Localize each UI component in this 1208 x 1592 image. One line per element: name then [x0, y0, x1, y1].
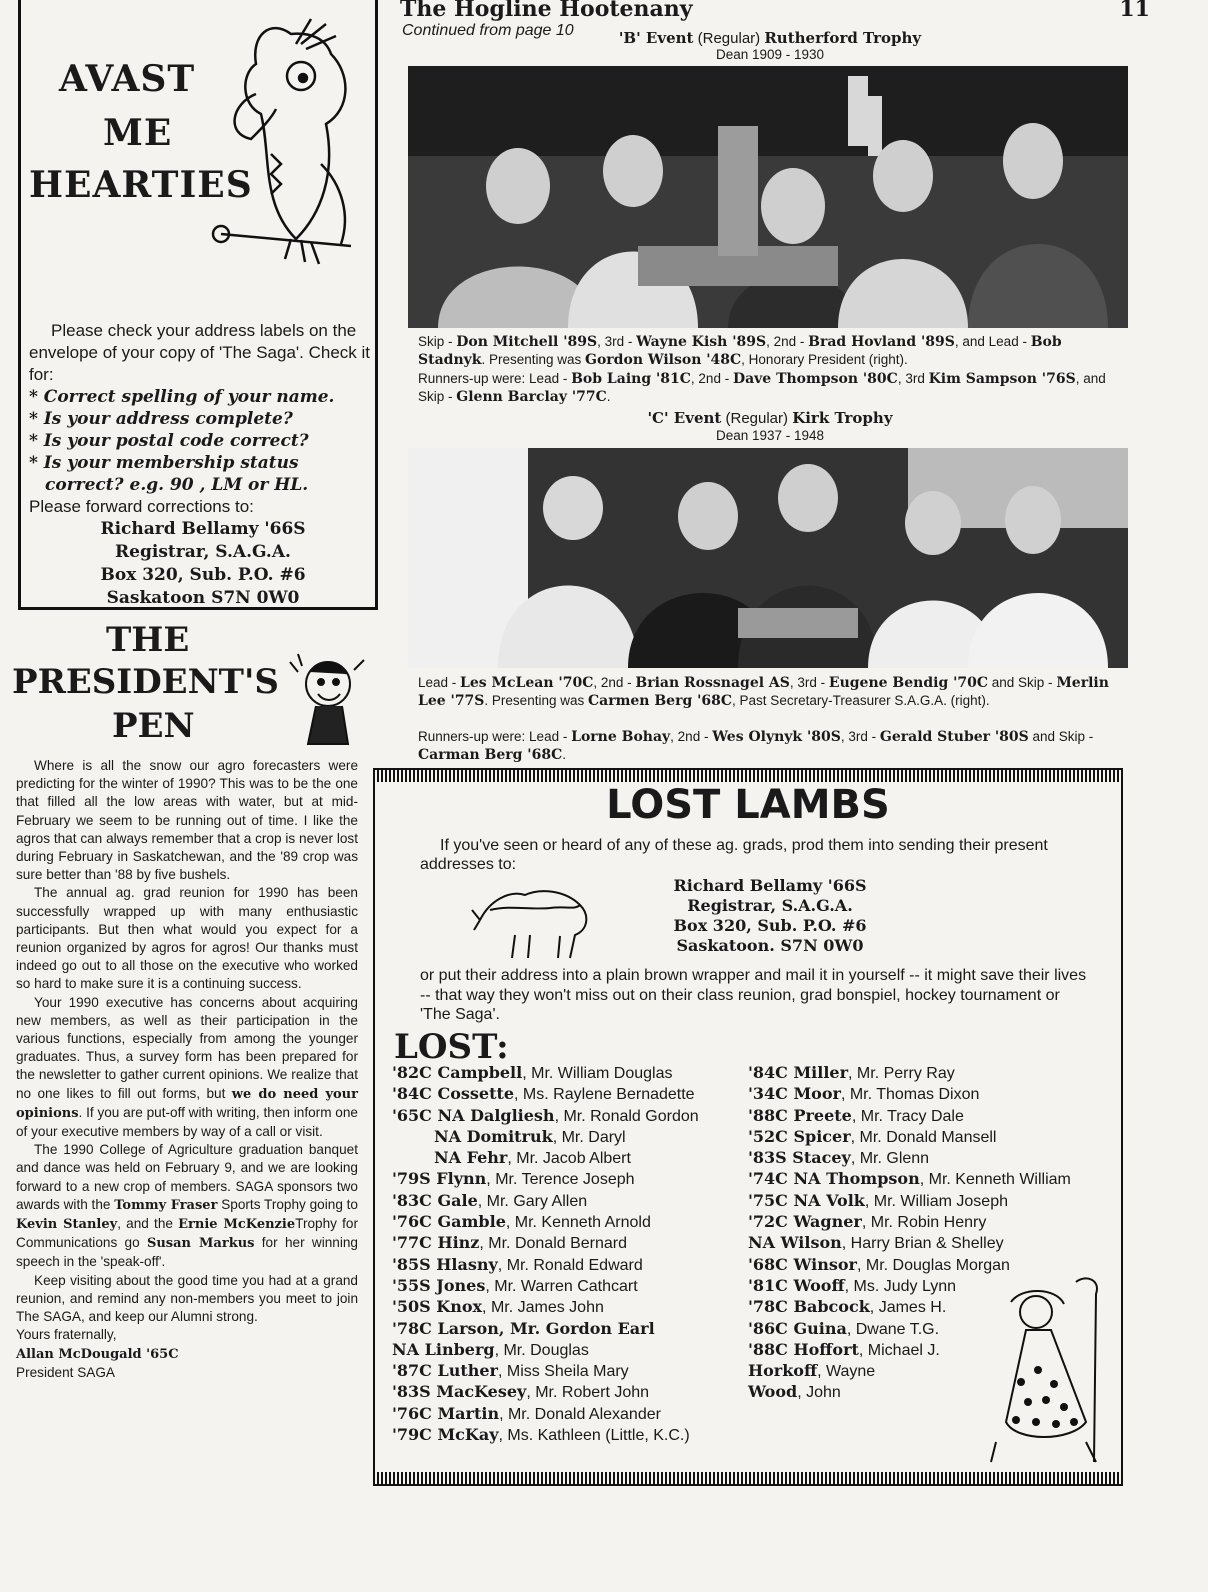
lost-entry-detail: , Mr. William Douglas	[522, 1065, 673, 1082]
event-c-title	[410, 410, 1130, 427]
person-name: Brian Rossnagel AS	[635, 675, 790, 691]
event-b-dean: Dean 1909 - 1930	[715, 47, 825, 62]
lost-entry-detail: , Wayne	[817, 1363, 876, 1381]
lost-entry	[392, 1255, 699, 1276]
event-c-dean: Dean 1937 - 1948	[715, 428, 825, 443]
lost-entry-detail: , Ms. Kathleen (Little, K.C.)	[498, 1427, 690, 1445]
pres-para-3a: Your 1990 executive has concerns about acquiring new members, as well as their participation in the various functions, especially from among the younger graduates. Thus, a survey form has been prepared for the newsletter to gather current opinions. We realize that no one likes to fill out forms, but	[16, 994, 358, 1101]
check-membership: * Is your membership status	[29, 453, 299, 473]
lost-entry-name: '84C Cossette	[392, 1084, 515, 1104]
lost-entry-detail: , Mr. Tracy Dale	[851, 1107, 964, 1125]
pres-para-4g: Trophy for Communications go	[16, 1216, 358, 1251]
lost-entry-name: '34C Moor	[748, 1084, 841, 1104]
check-address: * Is your address complete?	[29, 409, 293, 429]
lambs-more-text: or put their address into a plain brown wrapper and mail it in yourself -- it might save their lives -- that way they won't miss out on their class reunion, grad bonspiel, hockey tournament or 'The Saga'.	[420, 967, 1087, 1023]
pres-signer: Allan McDougald '65C	[16, 1346, 179, 1362]
caption-text: , and Lead -	[954, 334, 1031, 349]
caption-text: , 2nd -	[766, 334, 809, 349]
person-name: Wayne Kish '89S	[636, 334, 767, 350]
check-postal: * Is your postal code correct?	[29, 431, 309, 451]
caption-text: and Skip -	[988, 675, 1057, 690]
lost-lambs-title: LOST LAMBS	[606, 782, 890, 828]
lost-entry	[392, 1233, 699, 1254]
caption-text: , Past Secretary-Treasurer S.A.G.A. (right).	[732, 693, 990, 708]
lost-entry-detail: , Mr. Perry Ray	[848, 1065, 955, 1082]
caption-text: . Presenting was	[481, 352, 586, 367]
address-check-intro: Please check your address labels on the envelope of your copy of 'The Saga'. Check it for:	[29, 321, 371, 384]
lost-entry	[392, 1319, 699, 1340]
lost-entry	[392, 1084, 699, 1105]
lost-entry-name: '77C Hinz	[392, 1233, 480, 1253]
forward-note: Please forward corrections to:	[29, 497, 254, 516]
caption-text: , 3rd -	[789, 675, 829, 690]
person-name: Wes Olynyk '80S	[712, 729, 841, 745]
caption-text: .	[606, 389, 611, 404]
registrar-box: Box 320, Sub. P.O. #6	[100, 565, 306, 585]
lost-entry-name: '74C NA Thompson	[748, 1169, 920, 1189]
check-membership-cont: correct? e.g. 90 , LM or HL.	[45, 475, 309, 495]
lost-entry-detail: , Mr. Glenn	[850, 1150, 930, 1168]
registrar-title: Registrar, S.A.G.A.	[115, 542, 291, 562]
lost-entry-name: '82C Campbell	[392, 1063, 523, 1082]
lost-entry	[748, 1063, 1071, 1084]
lost-entry	[748, 1084, 1071, 1105]
lost-entry-name: '84C Miller	[748, 1063, 849, 1082]
pres-signer-title: President SAGA	[16, 1364, 115, 1380]
lost-lambs-intro-text: If you've seen or heard of any of these ag. grads, prod them into sending their present addresses to:	[420, 837, 1048, 873]
bo-peep-illustration	[976, 1272, 1114, 1464]
lost-entry	[392, 1276, 699, 1297]
person-name: Lorne Bohay	[571, 729, 671, 745]
lost-entry	[392, 1425, 699, 1446]
event-c-regular: (Regular)	[721, 410, 793, 427]
page-number: 11	[1119, 0, 1150, 22]
person-name: Eugene Bendig '70C	[828, 675, 989, 691]
lost-entry-name: '65C NA Dalgliesh	[392, 1105, 555, 1125]
person-name: Don Mitchell '89S	[456, 334, 598, 350]
pres-para-4i: for her winning speech in the 'speak-off'.	[16, 1235, 358, 1270]
person-name: Les McLean '70C	[460, 675, 594, 691]
pres-para-4a: The 1990 College of Agriculture graduation banquet and dance was held on February 9, and we are looking forward to a new crop of members. SAGA sponsors two awards with the	[16, 1142, 358, 1212]
event-b-photo	[408, 66, 1128, 328]
lost-entry-detail: , Michael J.	[858, 1341, 940, 1359]
president-cartoon	[288, 652, 370, 752]
lost-entry-detail: , James H.	[869, 1299, 947, 1317]
lost-entry-detail: , Ms. Raylene Bernadette	[514, 1086, 695, 1104]
lost-entry-detail: , Mr. Kenneth Arnold	[505, 1214, 651, 1232]
caption-text: Runners-up were: Lead -	[418, 371, 572, 386]
event-b-title	[410, 30, 1130, 47]
pres-para-4c: Sports Trophy going to	[217, 1196, 358, 1212]
event-c-trophy: Kirk Trophy	[792, 409, 893, 427]
winner-susan-markus: Susan Markus	[146, 1236, 255, 1252]
event-b-regular: (Regular)	[693, 30, 765, 47]
lost-entry-name: '86C Guina	[748, 1318, 847, 1338]
lost-entry-name: '79S Flynn	[392, 1169, 487, 1189]
lost-entry-name: '83C Gale	[392, 1190, 478, 1210]
lambs-address	[620, 876, 920, 956]
lost-entry-detail: , Mr. Ronald Gordon	[554, 1107, 699, 1125]
lost-entry	[748, 1169, 1071, 1190]
lost-entry-name: '79C McKay	[392, 1425, 499, 1445]
sheep-illustration	[470, 880, 600, 960]
lost-entry-name: NA Domitruk	[434, 1126, 553, 1146]
caption-text: , Honorary President (right).	[741, 352, 908, 367]
lost-entry	[748, 1233, 1071, 1254]
lost-entry-detail: , Mr. Robert John	[526, 1384, 650, 1402]
lost-entry	[748, 1212, 1071, 1233]
address-check-text	[29, 320, 377, 610]
lost-entry-detail: , Mr. Douglas	[494, 1341, 589, 1359]
pres-closing: Yours fraternally,	[16, 1327, 117, 1343]
lambs-bottom-border	[373, 1472, 1123, 1484]
caption-text: , 2nd -	[690, 371, 733, 386]
lost-entry-detail: , Miss Sheila Mary	[497, 1363, 629, 1381]
lost-entry-detail: , Mr. Douglas Morgan	[856, 1256, 1010, 1274]
event-c-label: 'C' Event	[647, 409, 722, 427]
caption-text: . Presenting was	[484, 693, 588, 708]
person-name: Bob Stadnyk	[418, 334, 1062, 368]
newsletter-title: The Hogline Hootenany	[400, 0, 693, 22]
person-name: Glenn Barclay '77C	[456, 389, 607, 405]
lost-entry-name: '55S Jones	[392, 1275, 486, 1295]
caption-text: and Skip -	[1028, 729, 1094, 744]
event-b-label: 'B' Event	[618, 29, 694, 47]
event-b-runners	[418, 370, 1118, 406]
lost-entry-detail: , Mr. Jacob Albert	[507, 1150, 631, 1168]
lost-lambs-intro	[420, 836, 1090, 874]
avast-word: AVAST	[59, 58, 196, 100]
caption-text: , and Skip -	[418, 371, 1106, 404]
lambs-address-title: Registrar, S.A.G.A.	[687, 896, 853, 915]
lost-entry-detail: , Mr. Donald Alexander	[499, 1405, 661, 1423]
lost-entry	[392, 1212, 699, 1233]
lost-entry-name: '76C Gamble	[392, 1212, 506, 1232]
pres-para-3	[16, 994, 358, 1142]
lost-entry-detail: , Mr. Kenneth William	[919, 1171, 1071, 1189]
person-name: Merlin Lee '77S	[418, 675, 1109, 709]
lost-entry-name: '68C Winsor	[748, 1254, 857, 1274]
caption-text: Lead -	[418, 675, 461, 690]
lost-entry-detail: , John	[797, 1384, 841, 1402]
person-name: Bob Laing '81C	[571, 371, 691, 387]
lost-heading: LOST:	[394, 1027, 509, 1067]
lost-entry-name: Horkoff	[748, 1361, 818, 1381]
president-message	[16, 757, 358, 1382]
pres-para-2: The annual ag. grad reunion for 1990 has been successfully wrapped up with many enthusiastic participants. But then what would you expect for a reunion organized by agros for agros! Our thanks must indeed go out to all those on the executive who worked so hard to make sure it is a continuing success.	[16, 885, 358, 992]
person-name: Carman Berg '68C	[418, 747, 563, 763]
pres-para-5: Keep visiting about the good time you had at a grand reunion, and remind any non-members you meet to join The SAGA, and keep our Alumni strong.	[16, 1272, 358, 1325]
pres-para-1: Where is all the snow our agro forecasters were predicting for the winter of 1990? This was to be the one that filled all the low areas with water, but at mid-February we seem to be running out of time. I like the agros that can always remember that a crop is never lost during February in Saskatchewan, and the '89 crop was sure better than '88 by five bushels.	[16, 758, 358, 883]
lost-entry	[748, 1191, 1071, 1212]
lost-entry	[392, 1340, 699, 1361]
lost-entry-detail: , Dwane T.G.	[846, 1320, 940, 1338]
lost-entry-detail: , Mr. Warren Cathcart	[485, 1277, 638, 1295]
lost-entry-detail: , Mr. James John	[482, 1299, 604, 1317]
award-tommy-fraser: Tommy Fraser	[114, 1197, 218, 1213]
lost-entry-detail: , Mr. William Joseph	[864, 1192, 1008, 1210]
lost-entry-name: '88C Preete	[748, 1105, 852, 1125]
lost-entry	[392, 1169, 699, 1190]
lost-entry	[392, 1297, 699, 1318]
lost-entry	[392, 1106, 699, 1127]
lost-entry-name: '72C Wagner	[748, 1212, 862, 1232]
lost-entry-name: '83S MacKesey	[392, 1382, 527, 1402]
parrot-illustration	[201, 14, 376, 279]
caption-text: .	[562, 747, 566, 762]
hearties-word: HEARTIES	[29, 164, 253, 206]
lost-entry-name: NA Fehr	[434, 1148, 508, 1168]
lambs-address-name: Richard Bellamy '66S	[673, 876, 867, 895]
caption-text: Runners-up were: Lead -	[418, 729, 572, 744]
me-word: ME	[103, 112, 173, 154]
caption-text: , 2nd -	[593, 675, 636, 690]
pres-para-4e: , and the	[117, 1216, 179, 1232]
lost-entry	[392, 1382, 699, 1403]
lost-entry-detail: , Harry Brian & Shelley	[841, 1235, 1004, 1253]
lost-entry	[392, 1127, 699, 1148]
pres-para-3c: . If you are put-off with writing, then inform one of your executive members by way of a call or visit.	[16, 1104, 358, 1140]
pres-title-pen: PEN	[112, 706, 195, 746]
lost-entry-detail: , Mr. Ronald Edward	[497, 1256, 643, 1274]
lost-entry-detail: , Mr. Donald Mansell	[850, 1128, 997, 1146]
lost-entry-name: '50S Knox	[392, 1297, 483, 1317]
registrar-city: Saskatoon S7N 0W0	[106, 588, 300, 608]
address-check-box	[18, 0, 378, 610]
person-name: Gordon Wilson '48C	[585, 352, 742, 368]
lost-entry	[392, 1404, 699, 1425]
lost-entry-name: '85S Hlasny	[392, 1254, 498, 1274]
lost-entry-name: NA Wilson	[748, 1233, 842, 1253]
lost-entry-name: NA Linberg	[392, 1339, 495, 1359]
caption-text: Skip -	[418, 334, 457, 349]
event-b-caption	[418, 333, 1118, 369]
check-spelling: * Correct spelling of your name.	[29, 387, 335, 407]
caption-text: , 3rd -	[597, 334, 637, 349]
lost-entry-detail: , Mr. Daryl	[552, 1128, 626, 1146]
person-name: Dave Thompson '80C	[732, 371, 898, 387]
lost-entry-detail: , Mr. Donald Bernard	[479, 1235, 628, 1253]
lost-entry-name: '81C Wooff	[748, 1275, 845, 1295]
lost-entry-name: '88C Hoffort	[748, 1339, 859, 1359]
lost-entry-name: '78C Babcock	[748, 1297, 870, 1317]
lost-entry-detail: , Mr. Thomas Dixon	[840, 1086, 980, 1104]
caption-text: , 2nd -	[670, 729, 713, 744]
person-name: Gerald Stuber '80S	[879, 729, 1029, 745]
caption-text: , 3rd -	[840, 729, 880, 744]
lost-entry	[392, 1063, 699, 1084]
pres-emphasis: we do need your opinions	[16, 1086, 358, 1121]
lost-entry-detail: , Mr. Gary Allen	[477, 1192, 588, 1210]
pres-title-the: THE	[106, 620, 190, 660]
winner-kevin-stanley: Kevin Stanley	[16, 1217, 118, 1233]
lost-entry-name: '75C NA Volk	[748, 1190, 865, 1210]
lost-entry-detail: , Ms. Judy Lynn	[844, 1277, 957, 1295]
person-name: Kim Sampson '76S	[928, 371, 1076, 387]
lost-entry	[748, 1127, 1071, 1148]
lost-entry	[748, 1148, 1071, 1169]
lost-entry-name: '76C Martin	[392, 1403, 500, 1423]
award-ernie-mckenzie: Ernie McKenzie	[178, 1217, 296, 1233]
event-c-photo	[408, 448, 1128, 668]
lost-entry-name: '87C Luther	[392, 1361, 498, 1381]
person-name: Carmen Berg '68C	[587, 693, 733, 709]
person-name: Brad Hovland '89S	[808, 334, 955, 350]
lost-list-col-1	[392, 1063, 699, 1446]
lambs-address-city: Saskatoon. S7N 0W0	[676, 936, 864, 955]
pres-title-presidents: PRESIDENT'S	[12, 662, 279, 702]
caption-text: , 3rd	[897, 371, 929, 386]
lost-entry-detail: , Mr. Robin Henry	[861, 1214, 987, 1232]
lost-entry	[392, 1148, 699, 1169]
pres-signer-line	[16, 1345, 358, 1364]
lost-entry-name: '83S Stacey	[748, 1148, 851, 1168]
pres-para-4	[16, 1141, 358, 1271]
lost-entry-name: '52C Spicer	[748, 1126, 851, 1146]
event-c-caption	[418, 674, 1118, 710]
lost-entry-detail: , Mr. Terence Joseph	[486, 1171, 635, 1189]
lost-entry-name: '78C Larson, Mr. Gordon Earl	[392, 1318, 655, 1338]
registrar-name: Richard Bellamy '66S	[100, 519, 306, 539]
lambs-address-box: Box 320, Sub. P.O. #6	[673, 916, 867, 935]
lost-entry	[392, 1361, 699, 1382]
lost-entry	[748, 1106, 1071, 1127]
continued-note: Continued from page 10	[402, 22, 574, 39]
event-b-trophy: Rutherford Trophy	[764, 29, 922, 47]
event-c-runners	[418, 728, 1118, 764]
lost-entry-name: Wood	[748, 1382, 798, 1402]
lost-entry	[392, 1191, 699, 1212]
